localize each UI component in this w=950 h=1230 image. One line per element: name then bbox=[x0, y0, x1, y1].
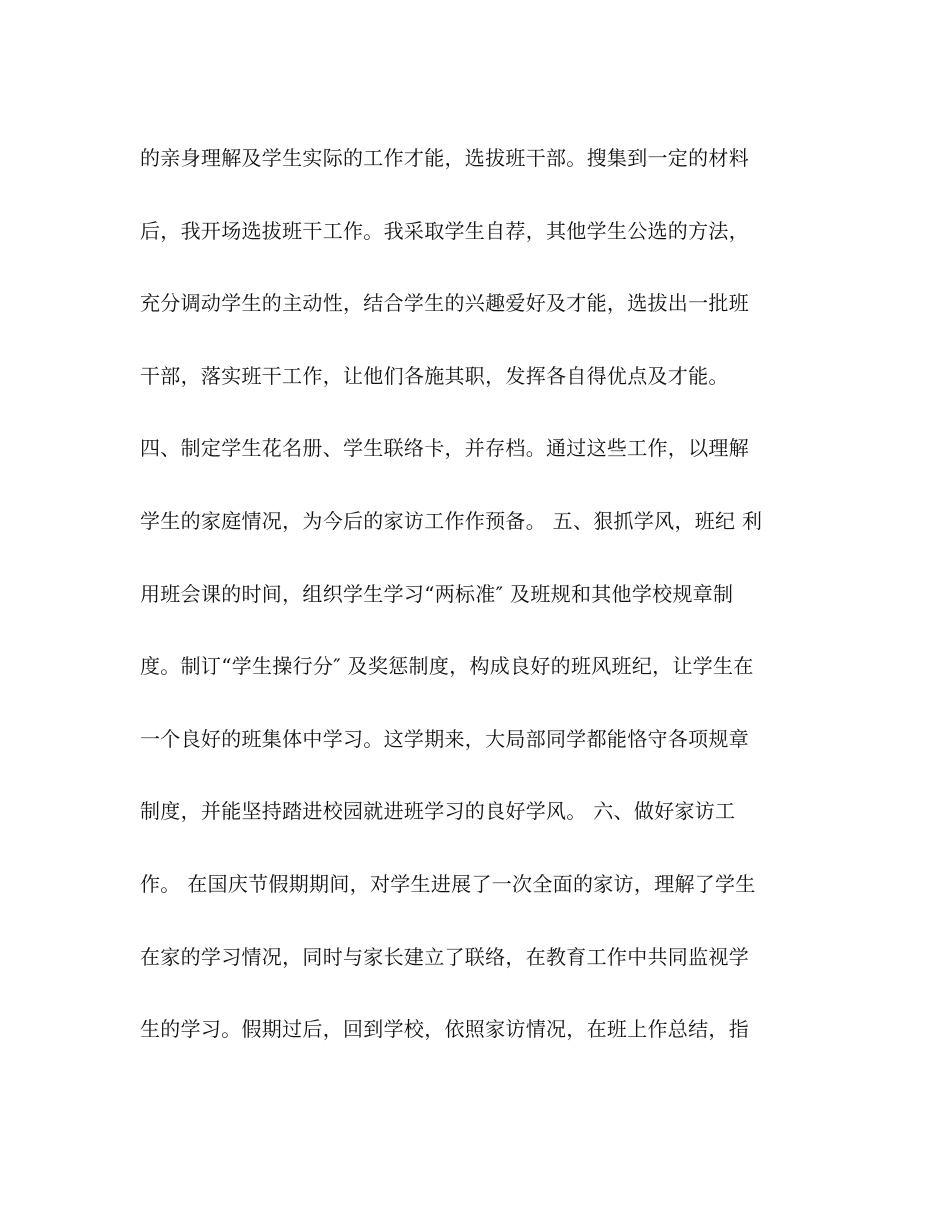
text-line: 充分调动学生的主动性，结合学生的兴趣爱好及才能，选拔出一批班 bbox=[140, 291, 749, 316]
text-line: 度。制订“学生操行分″ 及奖惩制度，构成良好的班风班纪，让学生在 bbox=[140, 654, 754, 679]
text-line: 用班会课的时间，组织学生学习“两标准″ 及班规和其他学校规章制 bbox=[140, 581, 734, 606]
text-line: 学生的家庭情况，为今后的家访工作作预备。 五、狠抓学风，班纪 利 bbox=[140, 508, 763, 533]
text-line: 作。 在国庆节假期期间，对学生进展了一次全面的家访，理解了学生 bbox=[140, 871, 756, 896]
text-line: 生的学习。假期过后，回到学校，依照家访情况，在班上作总结，指 bbox=[140, 1017, 749, 1042]
body-text bbox=[140, 138, 820, 1082]
text-line: 后，我开场选拔班干工作。我采取学生自荐，其他学生公选的方法， bbox=[140, 218, 749, 243]
text-line: 一个良好的班集体中学习。这学期来，大局部同学都能恪守各项规章 bbox=[140, 726, 749, 751]
text-line: 干部，落实班干工作，让他们各施其职，发挥各自得优点及才能。 bbox=[140, 363, 729, 388]
text-line: 制度，并能坚持踏进校园就进班学习的良好学风。 六、做好家访工 bbox=[140, 799, 736, 824]
text-line: 的亲身理解及学生实际的工作才能，选拔班干部。搜集到一定的材料 bbox=[140, 146, 749, 170]
text-line: 在家的学习情况，同时与家长建立了联络，在教育工作中共同监视学 bbox=[140, 944, 749, 969]
text-line: 四、制定学生花名册、学生联络卡，并存档。通过这些工作，以理解 bbox=[140, 436, 749, 461]
